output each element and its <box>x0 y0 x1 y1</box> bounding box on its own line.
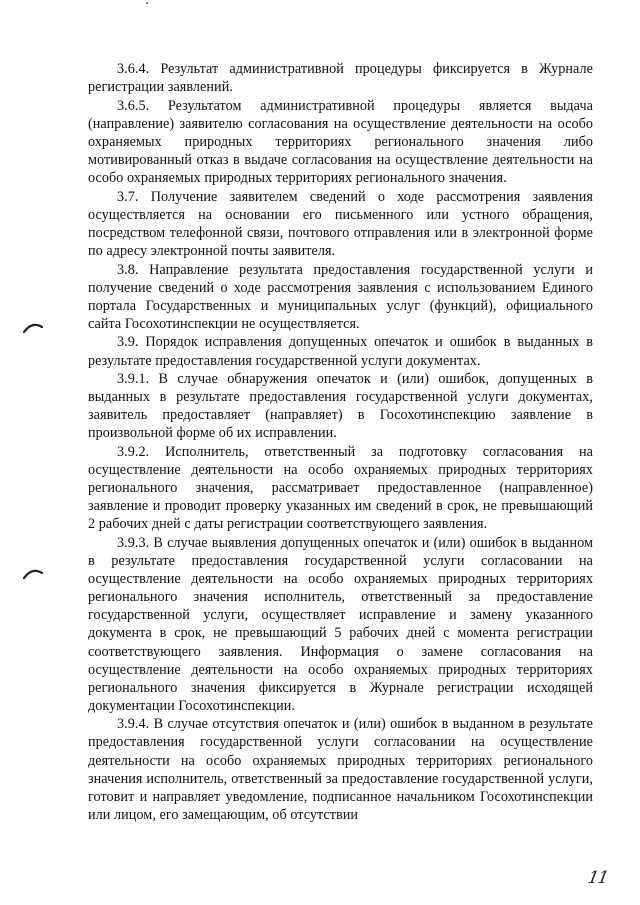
paragraph-3-6-5: 3.6.5. Результатом административной процедуры является выдача (направление) заявителю согласования на осуществление деятельности на особо охраняемых природных территориях регионального значения либо мотивированный отказ в выдаче согласования на осуществление деятельности на особо охраняемых природных территориях регионального значения. <box>88 97 593 187</box>
document-body <box>88 60 593 824</box>
page-number: 11 <box>586 868 610 888</box>
paragraph-3-9: 3.9. Порядок исправления допущенных опечаток и ошибок в выданных в результате предоставления государственной услуги документах. <box>88 334 593 369</box>
margin-bracket-mark <box>22 566 44 580</box>
paragraph-3-8: 3.8. Направление результата предоставления государственной услуги и получение сведений о ходе рассмотрения заявления с использованием Единого портала Государственных и муниципальных услуг (функций), официального сайта Госохотинспекции не осуществляется. <box>88 261 593 332</box>
margin-bracket-mark <box>22 320 44 334</box>
paragraph-3-9-2: 3.9.2. Исполнитель, ответственный за подготовку согласования на осуществление деятельности на особо охраняемых природных территориях регионального значения, рассматривает предоставленное (направленное) заявление и проводит проверку указанных им сведений в срок, не превышающий 2 рабочих дней с даты регистрации соответствующего заявления. <box>88 443 593 533</box>
paragraph-3-7: 3.7. Получение заявителем сведений о ходе рассмотрения заявления осуществляется на основании его письменного или устного обращения, посредством телефонной связи, почтового отправления или в электронной форме по адресу электронной почты заявителя. <box>88 188 593 259</box>
scan-dot <box>146 2 148 4</box>
paragraph-3-9-4: 3.9.4. В случае отсутствия опечаток и (или) ошибок в выданном в результате предоставления государственной услуги согласовании на осуществление деятельности на особо охраняемых природных территориях регионального значения исполнитель, ответственный за предоставление государственной услуги, готовит и направляет уведомление, подписанное начальником Госохотинспекции или лицом, его замещающим, об отсутствии <box>88 716 593 823</box>
paragraph-3-6-4: 3.6.4. Результат административной процедуры фиксируется в Журнале регистрации заявлений. <box>88 61 593 96</box>
paragraph-3-9-3: 3.9.3. В случае выявления допущенных опечаток и (или) ошибок в выданном в результате предоставления государственной услуги согласовании на осуществление деятельности на особо охраняемых природных территориях регионального значения исполнитель, ответственный за предоставление государственной услуги, осуществляет исправление и замену указанного документа в срок, не превышающий 5 рабочих дней с момента регистрации соответствующего заявления. Информация о замене согласования на осуществление деятельности на особо охраняемых природных территориях регионального значения фиксируется в Журнале регистрации исходящей документации Госохотинспекции. <box>88 534 593 714</box>
paragraph-3-9-1: 3.9.1. В случае обнаружения опечаток и (или) ошибок, допущенных в выданных в результате предоставления государственной услуги документах, заявитель предоставляет (направляет) в Госохотинспекцию заявление в произвольной форме об их исправлении. <box>88 371 593 442</box>
